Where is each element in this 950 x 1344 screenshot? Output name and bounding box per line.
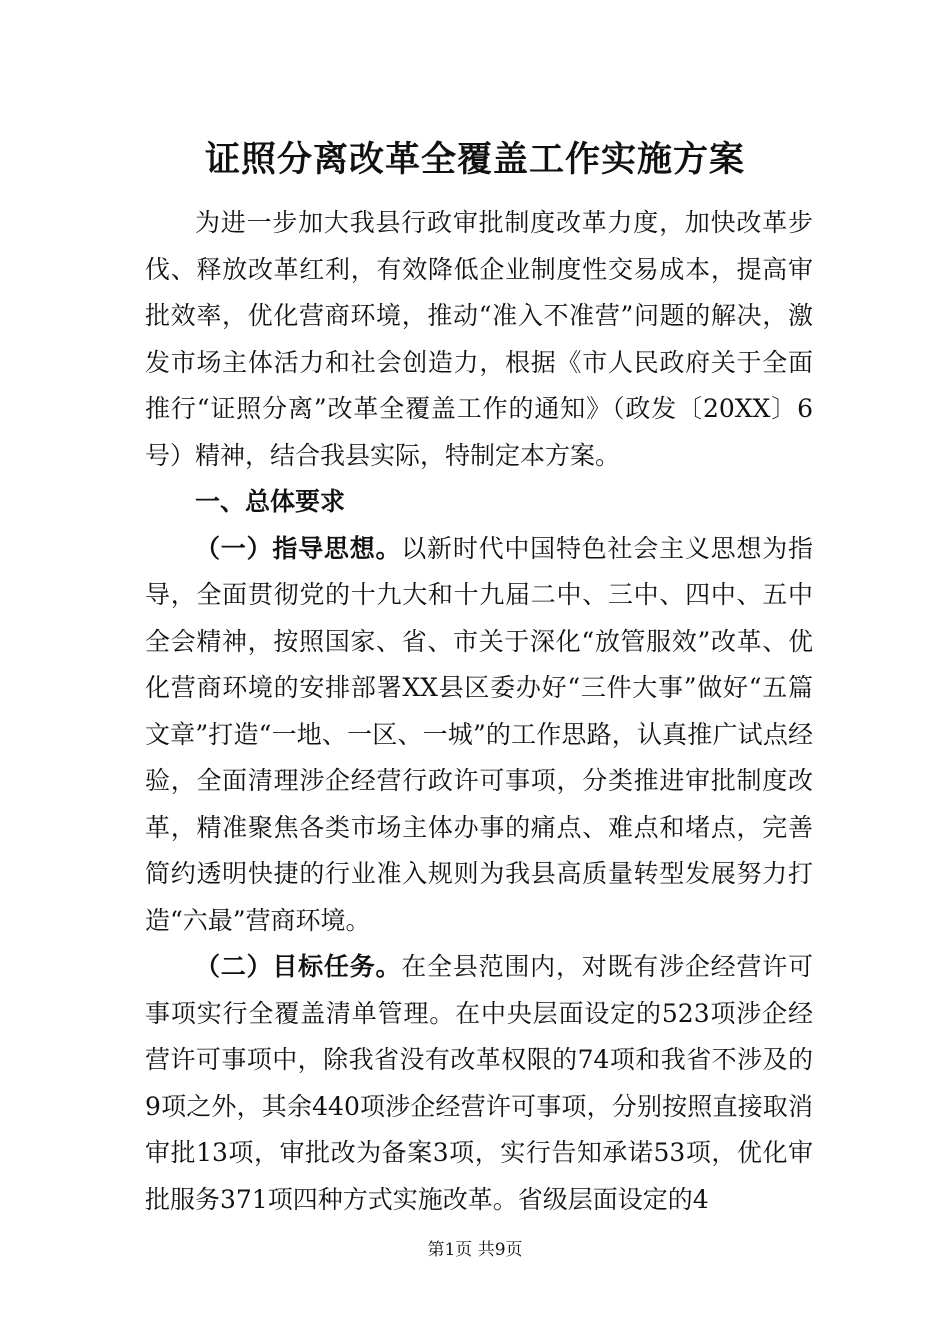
document-body xyxy=(145,200,813,1223)
guiding-ideology-paragraph xyxy=(145,526,813,945)
target-tasks-paragraph xyxy=(145,944,813,1223)
guiding-ideology-lead: （一）指导思想。 xyxy=(195,533,402,563)
guiding-ideology-text: 以新时代中国特色社会主义思想为指导，全面贯彻党的十九大和十九届二中、三中、四中、五中全会精神，按照国家、省、市关于深化“放管服效”改革、优化营商环境的安排部署XX县区委办好“三件大事”做好“五篇文章”打造“一地、一区、一城”的工作思路，认真推广试点经验，全面清理涉企经营行政许可事项，分类推进审批制度改革，精准聚焦各类市场主体办事的痛点、难点和堵点，完善简约透明快捷的行业准入规则为我县高质量转型发展努力打造“六最”营商环境。 xyxy=(145,533,813,935)
document-title: 证照分离改革全覆盖工作实施方案 xyxy=(204,139,745,180)
section-heading-general-requirements: 一、总体要求 xyxy=(195,487,346,516)
target-tasks-text: 在全县范围内，对既有涉企经营许可事项实行全覆盖清单管理。在中央层面设定的523项涉企经营许可事项中，除我省没有改革权限的74项和我省不涉及的9项之外，其余440项涉企经营许可事项，分别按照直接取消审批13项，审批改为备案3项，实行告知承诺53项，优化审批服务371项四种方式实施改革。省级层面设定的4 xyxy=(145,952,813,1214)
intro-paragraph: 为进一步加大我县行政审批制度改革力度，加快改革步伐、释放改革红利，有效降低企业制度性交易成本，提高审批效率，优化营商环境，推动“准入不准营”问题的解决，激发市场主体活力和社会创造力，根据《市人民政府关于全面推行“证照分离”改革全覆盖工作的通知》（政发〔20XX〕6号）精神，结合我县实际，特制定本方案。 xyxy=(145,208,813,470)
page-footer: 第1页 共9页 xyxy=(427,1240,523,1260)
target-tasks-lead: （二）目标任务。 xyxy=(195,952,402,981)
